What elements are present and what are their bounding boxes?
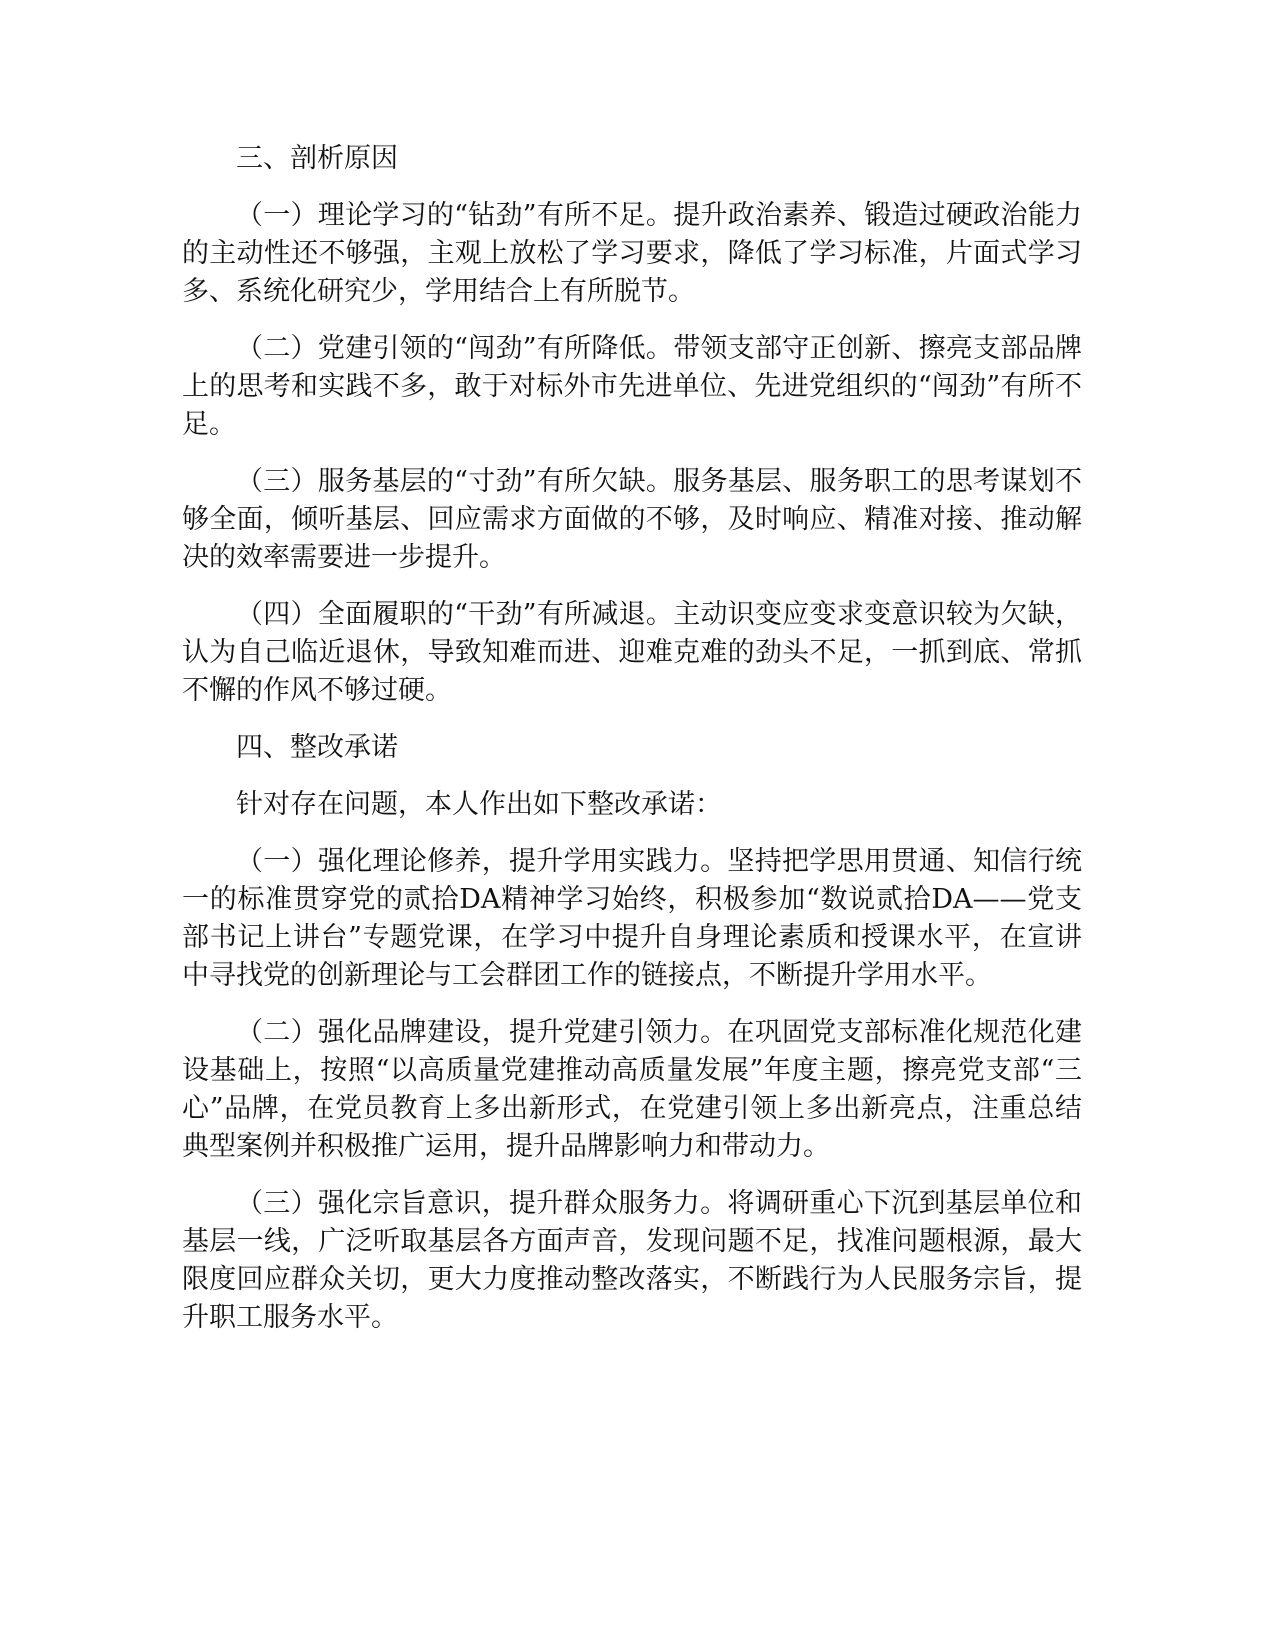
commitment-paragraph-2: （二）强化品牌建设，提升党建引领力。在巩固党支部标准化规范化建设基础上，按照“以高质量党建推动高质量发展”年度主题，擦亮党支部“三心”品牌，在党员教育上多出新形式，在党建引领上多出新亮点，注重总结典型案例并积极推广运用，提升品牌影响力和带动力。 (182, 1017, 1082, 1162)
analysis-paragraph-1: （一）理论学习的“钻劲”有所不足。提升政治素养、锻造过硬政治能力的主动性还不够强，主观上放松了学习要求，降低了学习标准，片面式学习多、系统化研究少，学用结合上有所脱节。 (182, 200, 1082, 307)
commitment-paragraph-1: （一）强化理论修养，提升学用实践力。坚持把学思用贯通、知信行统一的标准贯穿党的贰拾DA精神学习始终，积极参加“数说贰拾DA——党支部书记上讲台”专题党课，在学习中提升自身理论素质和授课水平，在宣讲中寻找党的创新理论与工会群团工作的链接点，不断提升学用水平。 (182, 846, 1082, 991)
analysis-paragraph-4: （四）全面履职的“干劲”有所减退。主动识变应变求变意识较为欠缺，认为自己临近退休，导致知难而进、迎难克难的劲头不足，一抓到底、常抓不懈的作风不够过硬。 (182, 599, 1082, 706)
analysis-paragraph-3: （三）服务基层的“寸劲”有所欠缺。服务基层、服务职工的思考谋划不够全面，倾听基层、回应需求方面做的不够，及时响应、精准对接、推动解决的效率需要进一步提升。 (182, 466, 1082, 573)
commitment-paragraph-3: （三）强化宗旨意识，提升群众服务力。将调研重心下沉到基层单位和基层一线，广泛听取基层各方面声音，发现问题不足，找准问题根源，最大限度回应群众关切，更大力度推动整改落实，不断践行为人民服务宗旨，提升职工服务水平。 (182, 1188, 1082, 1333)
commitment-intro: 针对存在问题，本人作出如下整改承诺： (236, 789, 722, 820)
analysis-paragraph-2: （二）党建引领的“闯劲”有所降低。带领支部守正创新、擦亮支部品牌上的思考和实践不多，敢于对标外市先进单位、先进党组织的“闯劲”有所不足。 (182, 333, 1082, 440)
section-heading-analysis: 三、剖析原因 (236, 143, 398, 174)
document-page (182, 140, 1082, 1356)
section-heading-commitment: 四、整改承诺 (236, 732, 398, 763)
